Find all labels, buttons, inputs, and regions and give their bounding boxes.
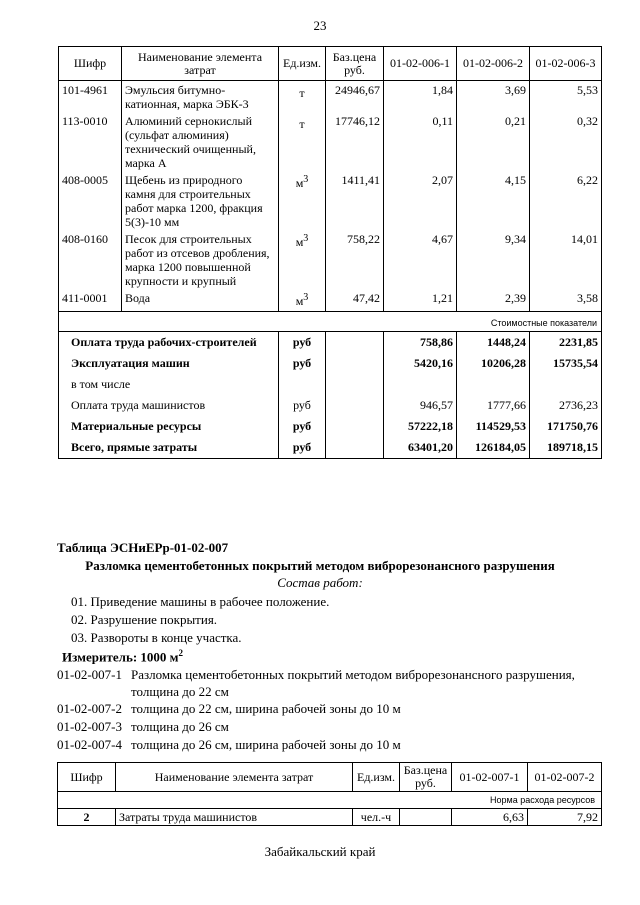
summary-value-3 [530,374,602,395]
summary-price [326,395,384,416]
col-header-variant-3: 01-02-006-3 [530,47,602,81]
resource-unit: $м^3$ [279,232,326,291]
summary-row [59,353,602,374]
summary-price [326,437,384,459]
resource-code: 113-0010 [59,114,122,173]
measure-label: Измеритель: 1000 $м^2$ [62,648,184,665]
table-row [59,291,602,312]
summary-row [59,395,602,416]
work-step: 01. Приведение машины в рабочее положение. [71,594,330,609]
summary-value-2: 10206,28 [457,353,530,374]
resource-norm-1: 1,21 [384,291,457,312]
variant-code: 01-02-007-1 [57,667,122,682]
resource-name: Алюминий сернокислый (сульфат алюминия) технический очищенный, марка А [122,114,279,173]
summary-value-2: 1448,24 [457,332,530,354]
summary-value-3: 2231,85 [530,332,602,354]
resource-norm-2: 4,15 [457,173,530,232]
col-header-price: Баз.цена руб. [326,47,384,81]
row-price [400,809,452,826]
resource-norm-3: 14,01 [530,232,602,291]
summary-value-3: 189718,15 [530,437,602,459]
summary-value-1: 57222,18 [384,416,457,437]
variant-text: Разломка цементобетонных покрытий методом виброрезонансного разрушения, [131,667,575,682]
resource-code: 408-0005 [59,173,122,232]
resource-price: 758,22 [326,232,384,291]
table-row [59,232,602,291]
col-header-name: Наименование элемента затрат [116,763,353,792]
resources-table [58,46,602,459]
summary-price [326,416,384,437]
table-row [59,114,602,173]
resource-price: 1411,41 [326,173,384,232]
col-header-name: Наименование элемента затрат [122,47,279,81]
summary-label: Всего, прямые затраты [59,437,279,459]
work-composition-title: Состав работ: [277,575,363,590]
resource-norm-1: 2,07 [384,173,457,232]
summary-value-1: 758,86 [384,332,457,354]
work-step: 02. Разрушение покрытия. [71,612,218,627]
resource-unit: т [279,81,326,115]
row-unit: чел.-ч [353,809,400,826]
summary-label: в том числе [59,374,279,395]
summary-value-3: 15735,54 [530,353,602,374]
resource-price: 24946,67 [326,81,384,115]
resource-norm-3: 0,32 [530,114,602,173]
table-row [59,173,602,232]
resource-norm-2: 3,69 [457,81,530,115]
resource-price: 17746,12 [326,114,384,173]
col-header-variant-2: 01-02-007-2 [528,763,602,792]
variant-text: толщина до 26 см [131,719,229,734]
resource-name: Вода [122,291,279,312]
labor-table [57,762,602,826]
cost-indicators-caption: Стоимостные показатели [59,312,602,332]
summary-value-1 [384,374,457,395]
summary-label: Оплата труда машинистов [59,395,279,416]
work-step: 03. Развороты в конце участка. [71,630,242,645]
summary-value-1: 5420,16 [384,353,457,374]
summary-unit: руб [279,332,326,354]
col-header-unit: Ед.изм. [353,763,400,792]
summary-unit: руб [279,416,326,437]
variant-code: 01-02-007-3 [57,719,122,734]
variant-text: толщина до 26 см, ширина рабочей зоны до 10 м [131,737,401,752]
summary-price [326,353,384,374]
section-subtitle: Разломка цементобетонных покрытий методом виброрезонансного разрушения [85,558,555,573]
col-header-variant-1: 01-02-007-1 [452,763,528,792]
resource-name: Эмульсия битумно-катионная, марка ЭБК-3 [122,81,279,115]
row-name: Затраты труда машинистов [116,809,353,826]
resource-code: 408-0160 [59,232,122,291]
summary-value-2: 126184,05 [457,437,530,459]
summary-row [59,437,602,459]
row-value-2: 7,92 [528,809,602,826]
resource-unit: т [279,114,326,173]
table-row [58,809,602,826]
summary-value-2: 1777,66 [457,395,530,416]
summary-row [59,416,602,437]
resource-code: 101-4961 [59,81,122,115]
resource-unit: $м^3$ [279,291,326,312]
resource-norm-3: 5,53 [530,81,602,115]
resource-norm-3: 3,58 [530,291,602,312]
summary-price [326,332,384,354]
summary-unit: руб [279,353,326,374]
variant-code: 01-02-007-2 [57,701,122,716]
resource-name: Щебень из природного камня для строительных работ марка 1200, фракция 5(3)-10 мм [122,173,279,232]
resource-norm-2: 9,34 [457,232,530,291]
col-header-code: Шифр [59,47,122,81]
col-header-code: Шифр [58,763,116,792]
resource-norm-2: 2,39 [457,291,530,312]
resource-norm-caption: Норма расхода ресурсов [58,792,602,809]
region-footer: Забайкальский край [264,844,376,859]
table-row [59,81,602,115]
resource-norm-1: 0,11 [384,114,457,173]
resource-price: 47,42 [326,291,384,312]
resource-code: 411-0001 [59,291,122,312]
page-number: 23 [313,18,327,33]
resource-unit: $м^3$ [279,173,326,232]
col-header-variant-2: 01-02-006-2 [457,47,530,81]
variant-text: толщина до 22 см, ширина рабочей зоны до 10 м [131,701,401,716]
col-header-variant-1: 01-02-006-1 [384,47,457,81]
summary-value-3: 2736,23 [530,395,602,416]
resource-name: Песок для строительных работ из отсевов дробления, марка 1200 повышенной крупности и крупный [122,232,279,291]
resource-norm-2: 0,21 [457,114,530,173]
summary-value-1: 946,57 [384,395,457,416]
summary-unit: руб [279,437,326,459]
summary-price [326,374,384,395]
summary-value-2: 114529,53 [457,416,530,437]
summary-label: Материальные ресурсы [59,416,279,437]
variant-text: толщина до 22 см [131,684,229,699]
row-code: 2 [58,809,116,826]
resource-norm-1: 4,67 [384,232,457,291]
resource-norm-1: 1,84 [384,81,457,115]
col-header-unit: Ед.изм. [279,47,326,81]
variant-code: 01-02-007-4 [57,737,122,752]
summary-value-1: 63401,20 [384,437,457,459]
summary-value-2 [457,374,530,395]
col-header-price: Баз.цена руб. [400,763,452,792]
summary-unit: руб [279,395,326,416]
summary-row [59,332,602,354]
summary-unit [279,374,326,395]
summary-label: Оплата труда рабочих-строителей [59,332,279,354]
summary-value-3: 171750,76 [530,416,602,437]
row-value-1: 6,63 [452,809,528,826]
summary-label: Эксплуатация машин [59,353,279,374]
summary-row [59,374,602,395]
resource-norm-3: 6,22 [530,173,602,232]
table-title: Таблица ЭСНиЕРр-01-02-007 [57,540,229,555]
